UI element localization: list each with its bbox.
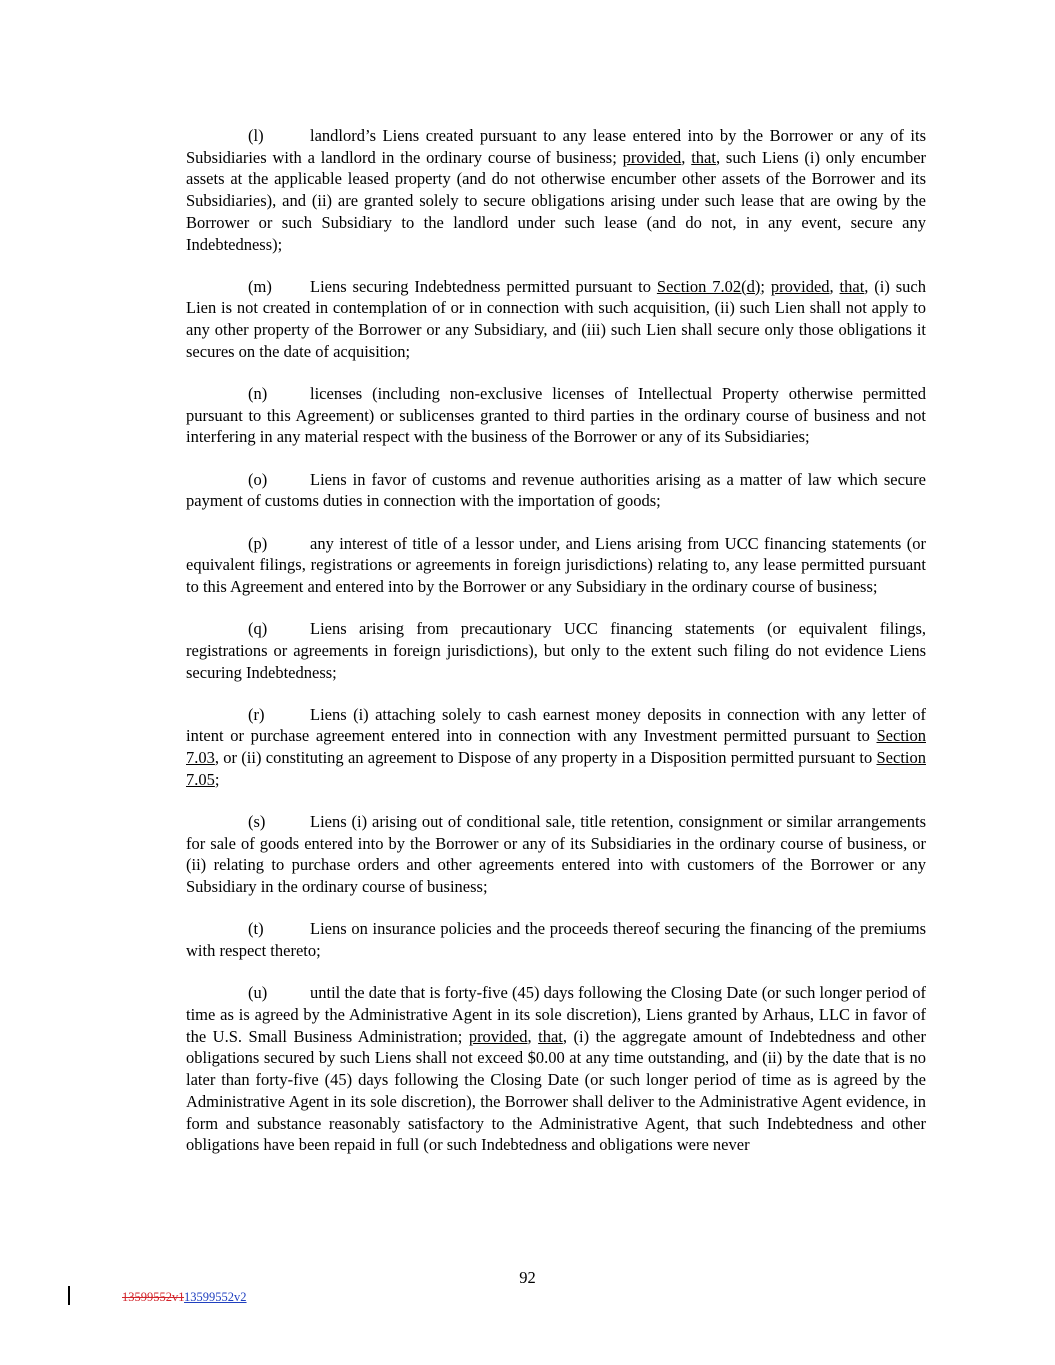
clause-paragraph: [186, 276, 926, 363]
clause-reference: that: [691, 147, 716, 167]
clause-label: (m): [248, 276, 272, 296]
clause-text: , (i) such Lien is not created in contemplation of or in connection with such acquisition, (ii) such Lien shall not apply to any other property of the Borrower or any Subsidiary, and (iii) such Lien shall secure only those obligations it secures on the date of acquisition;: [186, 276, 926, 361]
clause-label: (q): [248, 619, 268, 639]
clause-text: Liens arising from precautionary UCC financing statements (or equivalent filings, registrations or agreements in foreign jurisdictions), but only to the extent such filing do not evidence Liens securing Indebtedness;: [186, 619, 926, 682]
clause-reference: provided: [622, 147, 682, 167]
clause-text: ;: [760, 276, 771, 296]
clause-reference: Section 7.03: [186, 726, 926, 768]
document-id-old: 13599552v1: [122, 1290, 185, 1304]
document-id: [122, 1290, 247, 1305]
clause-paragraph: [186, 618, 926, 683]
clause-reference: that: [839, 276, 865, 296]
clause-text: ,: [681, 147, 692, 167]
clause-label: (p): [248, 533, 268, 553]
clause-paragraph: [186, 704, 926, 791]
clause-text: any interest of title of a lessor under, and Liens arising from UCC financing statements (or equivalent filings, registrations or agreements in foreign jurisdictions) relating to, any lease permitted pursuant to this Agreement and entered into by the Borrower or any Subsidiary in the ordinary course of business;: [186, 533, 926, 596]
change-bar: [68, 1286, 70, 1305]
clause-paragraph: [186, 383, 926, 448]
clause-text: ,: [829, 276, 840, 296]
clause-text: until the date that is forty-five (45) days following the Closing Date (or such longer period of time as is agreed by the Administrative Agent in its sole discretion), Liens granted by Arhaus, LLC in favor of the U.S. Small Business Administration;: [186, 983, 926, 1046]
clause-paragraph: [186, 469, 926, 512]
clause-label: (t): [248, 919, 264, 939]
clause-text: , (i) the aggregate amount of Indebtedness and other obligations secured by such Liens shall not exceed $0.00 at any time outstanding, and (ii) by the date that is no later than forty-five (45) days following the Closing Date (or such longer period of time as is agreed by the Administrative Agent in its sole discretion), the Borrower shall deliver to the Administrative Agent evidence, in form and substance reasonably satisfactory to the Administrative Agent, that such Indebtedness and other obligations have been repaid in full (or such Indebtedness and obligations were never: [186, 1026, 927, 1155]
clause-reference: provided: [468, 1026, 528, 1046]
clause-label: (s): [248, 812, 266, 832]
clause-paragraph: [186, 982, 926, 1156]
clause-label: (r): [248, 704, 265, 724]
clause-text: , or (ii) constituting an agreement to Dispose of any property in a Disposition permitted pursuant to: [214, 748, 877, 768]
clause-paragraph: [186, 533, 926, 598]
clause-reference: provided: [770, 276, 830, 296]
clause-text: Liens (i) attaching solely to cash earnest money deposits in connection with any letter of intent or purchase agreement entered into in connection with any Investment permitted pursuant to: [186, 704, 926, 746]
clause-label: (u): [248, 983, 268, 1003]
clause-text: Liens on insurance policies and the proceeds thereof securing the financing of the premiums with respect thereto;: [186, 919, 926, 961]
document-id-new: 13599552v2: [184, 1290, 247, 1304]
clause-label: (n): [248, 384, 268, 404]
clause-text: ;: [214, 769, 220, 789]
clause-label: (l): [248, 126, 264, 145]
clause-text: , such Liens (i) only encumber assets at the applicable leased property (and do not otherwise encumber other assets of the Borrower and its Subsidiaries), and (ii) are granted solely to secure obligations arising under such lease that are owing by the Borrower or such Subsidiary to the landlord under such lease (and do not, in any event, secure any Indebtedness);: [186, 147, 927, 254]
clause-reference: that: [538, 1026, 563, 1046]
clause-text: Liens (i) arising out of conditional sale, title retention, consignment or similar arrangements for sale of goods entered into by the Borrower or any of its Subsidiaries in the ordinary course of business, or (ii) relating to purchase orders and other agreements entered into with customers of the Borrower or any Subsidiary in the ordinary course of business;: [186, 812, 926, 897]
clause-text: Liens in favor of customs and revenue authorities arising as a matter of law which secure payment of customs duties in connection with the importation of goods;: [186, 469, 926, 511]
clause-text: ,: [527, 1026, 539, 1046]
clause-text: Liens securing Indebtedness permitted pursuant to: [310, 276, 657, 296]
clause-text: licenses (including non-exclusive licenses of Intellectual Property otherwise permitted pursuant to this Agreement) or sublicenses granted to third parties in the ordinary course of business and not interfering in any material respect with the business of the Borrower or any of its Subsidiaries;: [186, 384, 926, 447]
clause-paragraph: [186, 918, 926, 961]
clause-paragraph: [186, 811, 926, 898]
clause-paragraph: [186, 125, 926, 255]
document-body: [186, 125, 926, 1176]
clause-label: (o): [248, 469, 268, 489]
clause-text: landlord’s Liens created pursuant to any lease entered into by the Borrower or any of its Subsidiaries with a landlord in the ordinary course of business;: [186, 126, 926, 167]
page-number: 92: [519, 1268, 536, 1287]
clause-reference: Section 7.05: [186, 748, 926, 789]
clause-reference: Section 7.02(d): [656, 276, 761, 296]
